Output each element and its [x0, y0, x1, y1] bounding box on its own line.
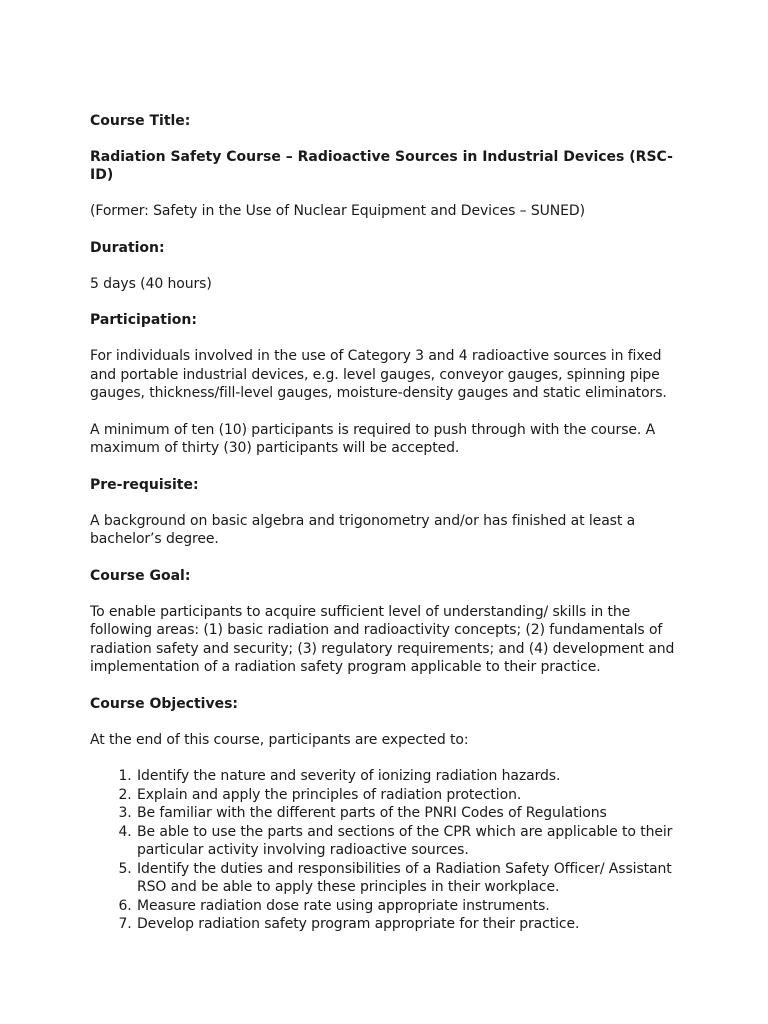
- participation-text-2: A minimum of ten (10) participants is required to push through with the course. A maximum of thirty (30) participants will be accepted.: [90, 421, 656, 456]
- participation-text-1: For individuals involved in the use of Category 3 and 4 radioactive sources in fixed and portable industrial devices, e.g. level gauges, conveyor gauges, spinning pipe gauges, thickness/fill-level gauges, moisture-density gauges and static eliminators.: [90, 348, 667, 401]
- course-title-heading: Course Title:: [90, 113, 191, 129]
- course-goal-text: To enable participants to acquire sufficient level of understanding/ skills in the following areas: (1) basic radiation and radioactivity concepts; (2) fundamentals of radiation safety and security; (3) regulatory requirements; and (4) development and implementation of a radiation safety program applicable to their practice.: [90, 603, 675, 675]
- objectives-list: [90, 767, 690, 934]
- course-goal-heading: Course Goal:: [90, 567, 191, 584]
- prerequisite-text: A background on basic algebra and trigonometry and/or has finished at least a bachelor’s degree.: [90, 512, 636, 547]
- objective-item: 3. Be familiar with the different parts of the PNRI Codes of Regulations: [136, 804, 690, 823]
- course-objectives-heading: Course Objectives:: [90, 695, 239, 712]
- objective-item: 7. Develop radiation safety program appropriate for their practice.: [136, 915, 690, 934]
- objective-item: 2. Explain and apply the principles of radiation protection.: [136, 786, 690, 805]
- participation-heading: Participation:: [90, 312, 197, 328]
- objective-item: 1. Identify the nature and severity of ionizing radiation hazards.: [136, 767, 690, 786]
- document-body: [90, 112, 690, 934]
- objective-item: 5. Identify the duties and responsibilities of a Radiation Safety Officer/ Assistant RSO and be able to apply these principles in their workplace.: [136, 860, 690, 897]
- duration-text: 5 days (40 hours): [90, 275, 212, 292]
- prerequisite-heading: Pre-requisite:: [90, 476, 199, 493]
- objective-item: 6. Measure radiation dose rate using appropriate instruments.: [136, 897, 690, 916]
- course-former-name: (Former: Safety in the Use of Nuclear Equipment and Devices – SUNED): [90, 203, 585, 219]
- objective-item: 4. Be able to use the parts and sections of the CPR which are applicable to their particular activity involving radioactive sources.: [136, 823, 690, 860]
- course-name: Radiation Safety Course – Radioactive Sources in Industrial Devices (RSC-ID): [90, 149, 673, 183]
- course-objectives-intro: At the end of this course, participants are expected to:: [90, 731, 469, 748]
- duration-heading: Duration:: [90, 239, 165, 256]
